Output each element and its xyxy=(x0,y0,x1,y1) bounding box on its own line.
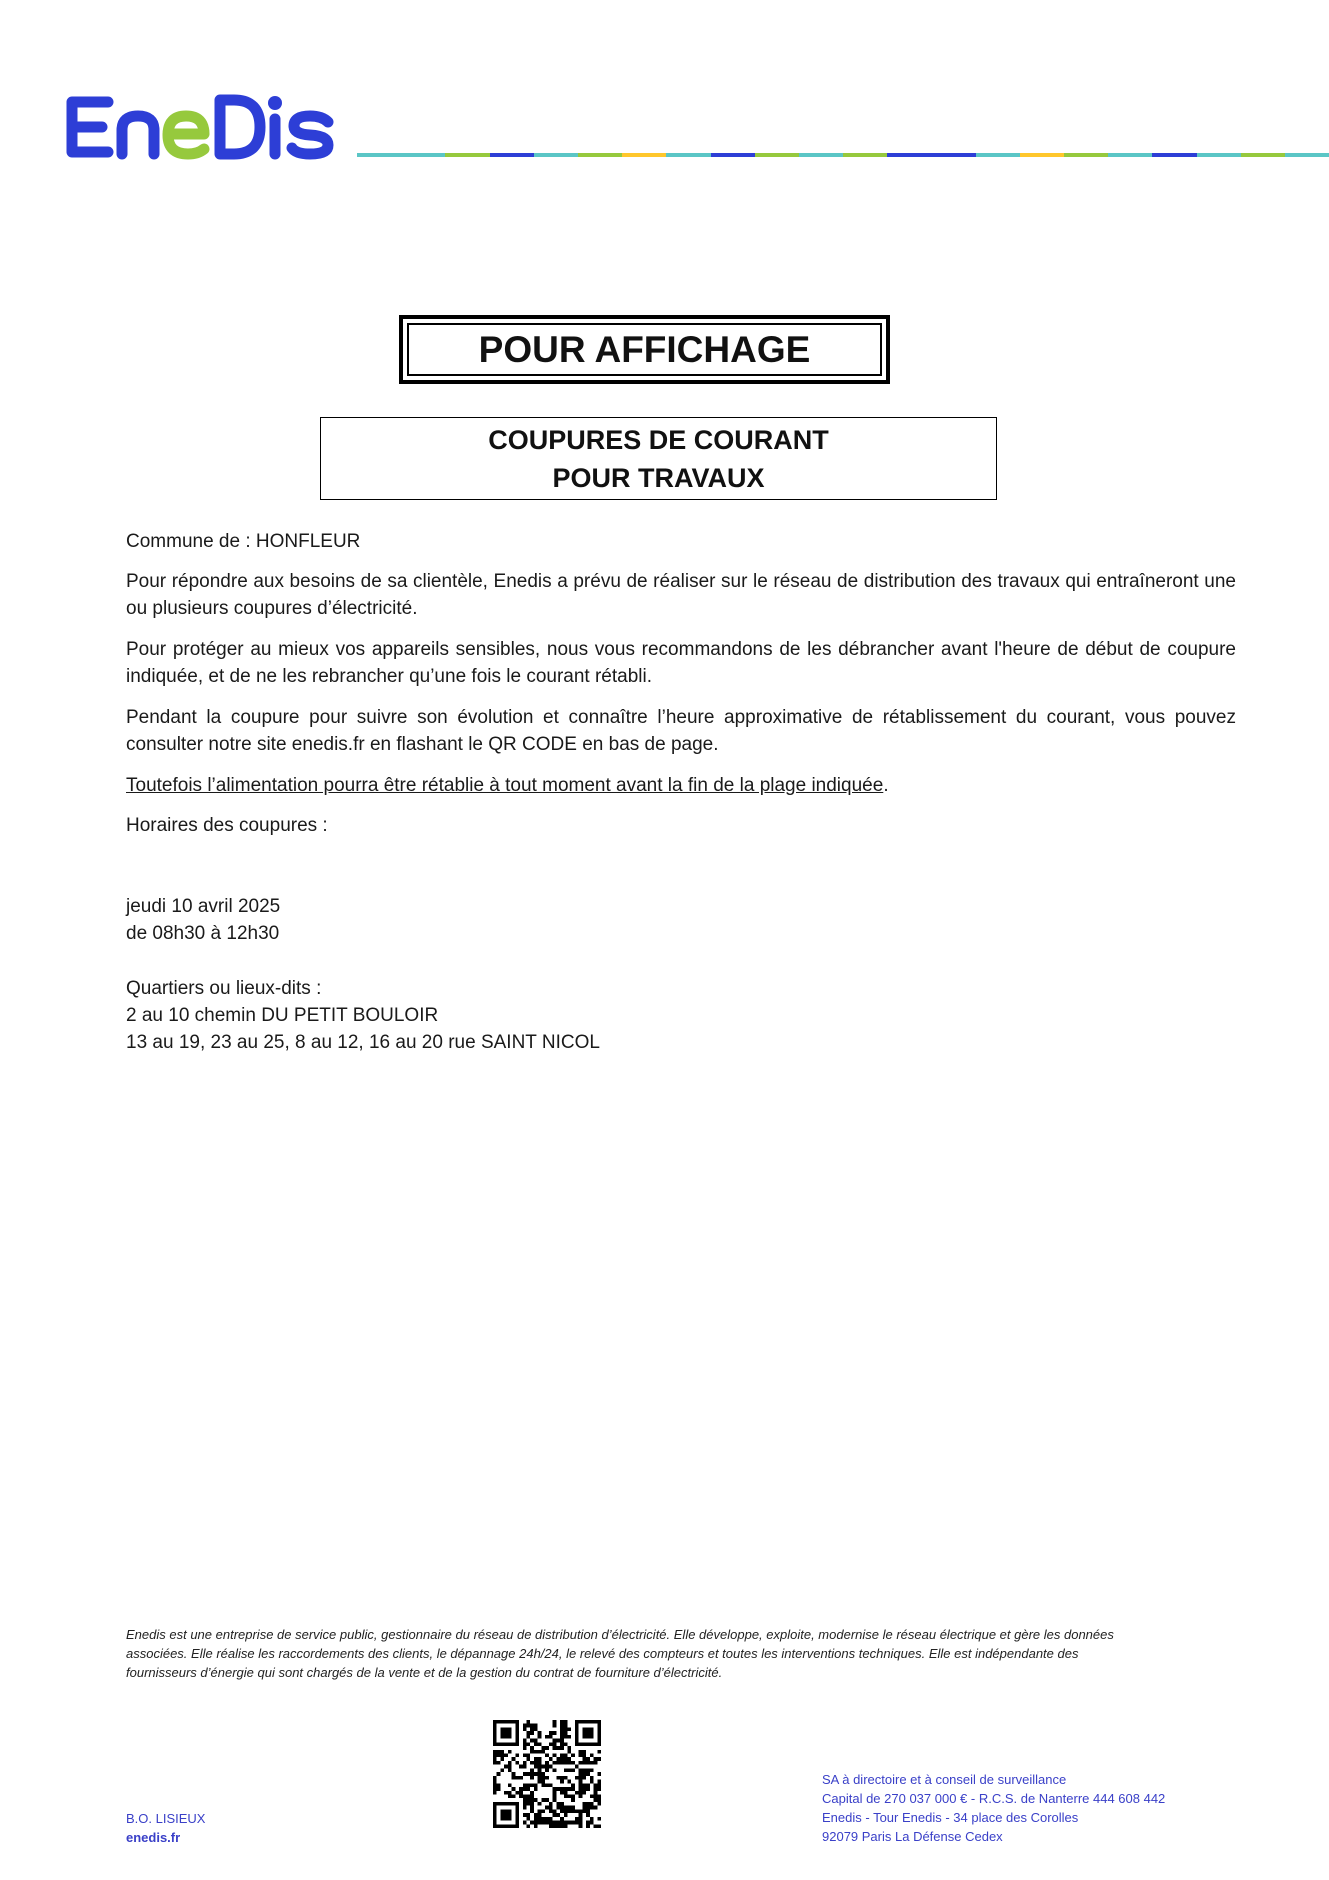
notice-title-box xyxy=(320,417,997,500)
footer-office xyxy=(126,1809,205,1847)
area-item: 2 au 10 chemin DU PETIT BOULOIR xyxy=(126,1005,439,1026)
office-name: B.O. LISIEUX xyxy=(126,1811,206,1826)
qr-code[interactable] xyxy=(493,1720,601,1828)
enedis-logo xyxy=(64,92,349,162)
header-color-rule xyxy=(357,153,1329,157)
website-link[interactable]: enedis.fr xyxy=(126,1830,181,1845)
paragraph-1: Pour répondre aux besoins de sa clientèle, Enedis a prévu de réaliser sur le réseau de distribution des travaux qui entraîneront une ou plusieurs coupures d’électricité. xyxy=(126,571,1236,619)
company-disclaimer: Enedis est une entreprise de service public, gestionnaire du réseau de distribution d’électricité. Elle développe, exploite, modernise le réseau électrique et gère les données associées. Elle réalise les raccordements des clients, le dépannage 24h/24, le relevé des compteurs et toutes les interventions techniques. Elle est indépendante des fournisseurs d’énergie qui sont chargés de la vente et de la gestion du contrat de fourniture d’électricité. xyxy=(126,1627,1114,1680)
areas-label: Quartiers ou lieux-dits : xyxy=(126,978,322,999)
commune: Commune de : HONFLEUR xyxy=(126,531,361,552)
area-item: 13 au 19, 23 au 25, 8 au 12, 16 au 20 rue SAINT NICOL xyxy=(126,1032,600,1053)
legal-info: SA à directoire et à conseil de surveillance Capital de 270 037 000 € - R.C.S. de Nanterre 444 608 442 Enedis - Tour Enedis - 34 place des Corolles 92079 Paris La Défense Cedex xyxy=(822,1772,1166,1844)
paragraph-4: Toutefois l’alimentation pourra être rétablie à tout moment avant la fin de la plage indiquée. xyxy=(126,775,889,796)
schedule-label: Horaires des coupures : xyxy=(126,815,328,836)
outage-date: jeudi 10 avril 2025 xyxy=(126,896,281,917)
display-notice-box xyxy=(399,315,890,384)
paragraph-2: Pour protéger au mieux vos appareils sensibles, nous vous recommandons de les débrancher avant l'heure de début de coupure indiquée, et de ne les rebrancher qu’une fois le courant rétabli. xyxy=(126,639,1236,687)
outage-time-range: de 08h30 à 12h30 xyxy=(126,923,280,944)
notice-title-line1: COUPURES DE COURANT xyxy=(488,424,829,455)
notice-title-line2: POUR TRAVAUX xyxy=(552,462,765,493)
paragraph-3: Pendant la coupure pour suivre son évolution et connaître l’heure approximative de rétablissement du courant, vous pouvez consulter notre site enedis.fr en flashant le QR CODE en bas de page. xyxy=(126,707,1236,755)
restoration-warning: Toutefois l’alimentation pourra être rétablie à tout moment avant la fin de la plage indiquée xyxy=(126,775,884,796)
display-notice-label: POUR AFFICHAGE xyxy=(407,323,882,376)
